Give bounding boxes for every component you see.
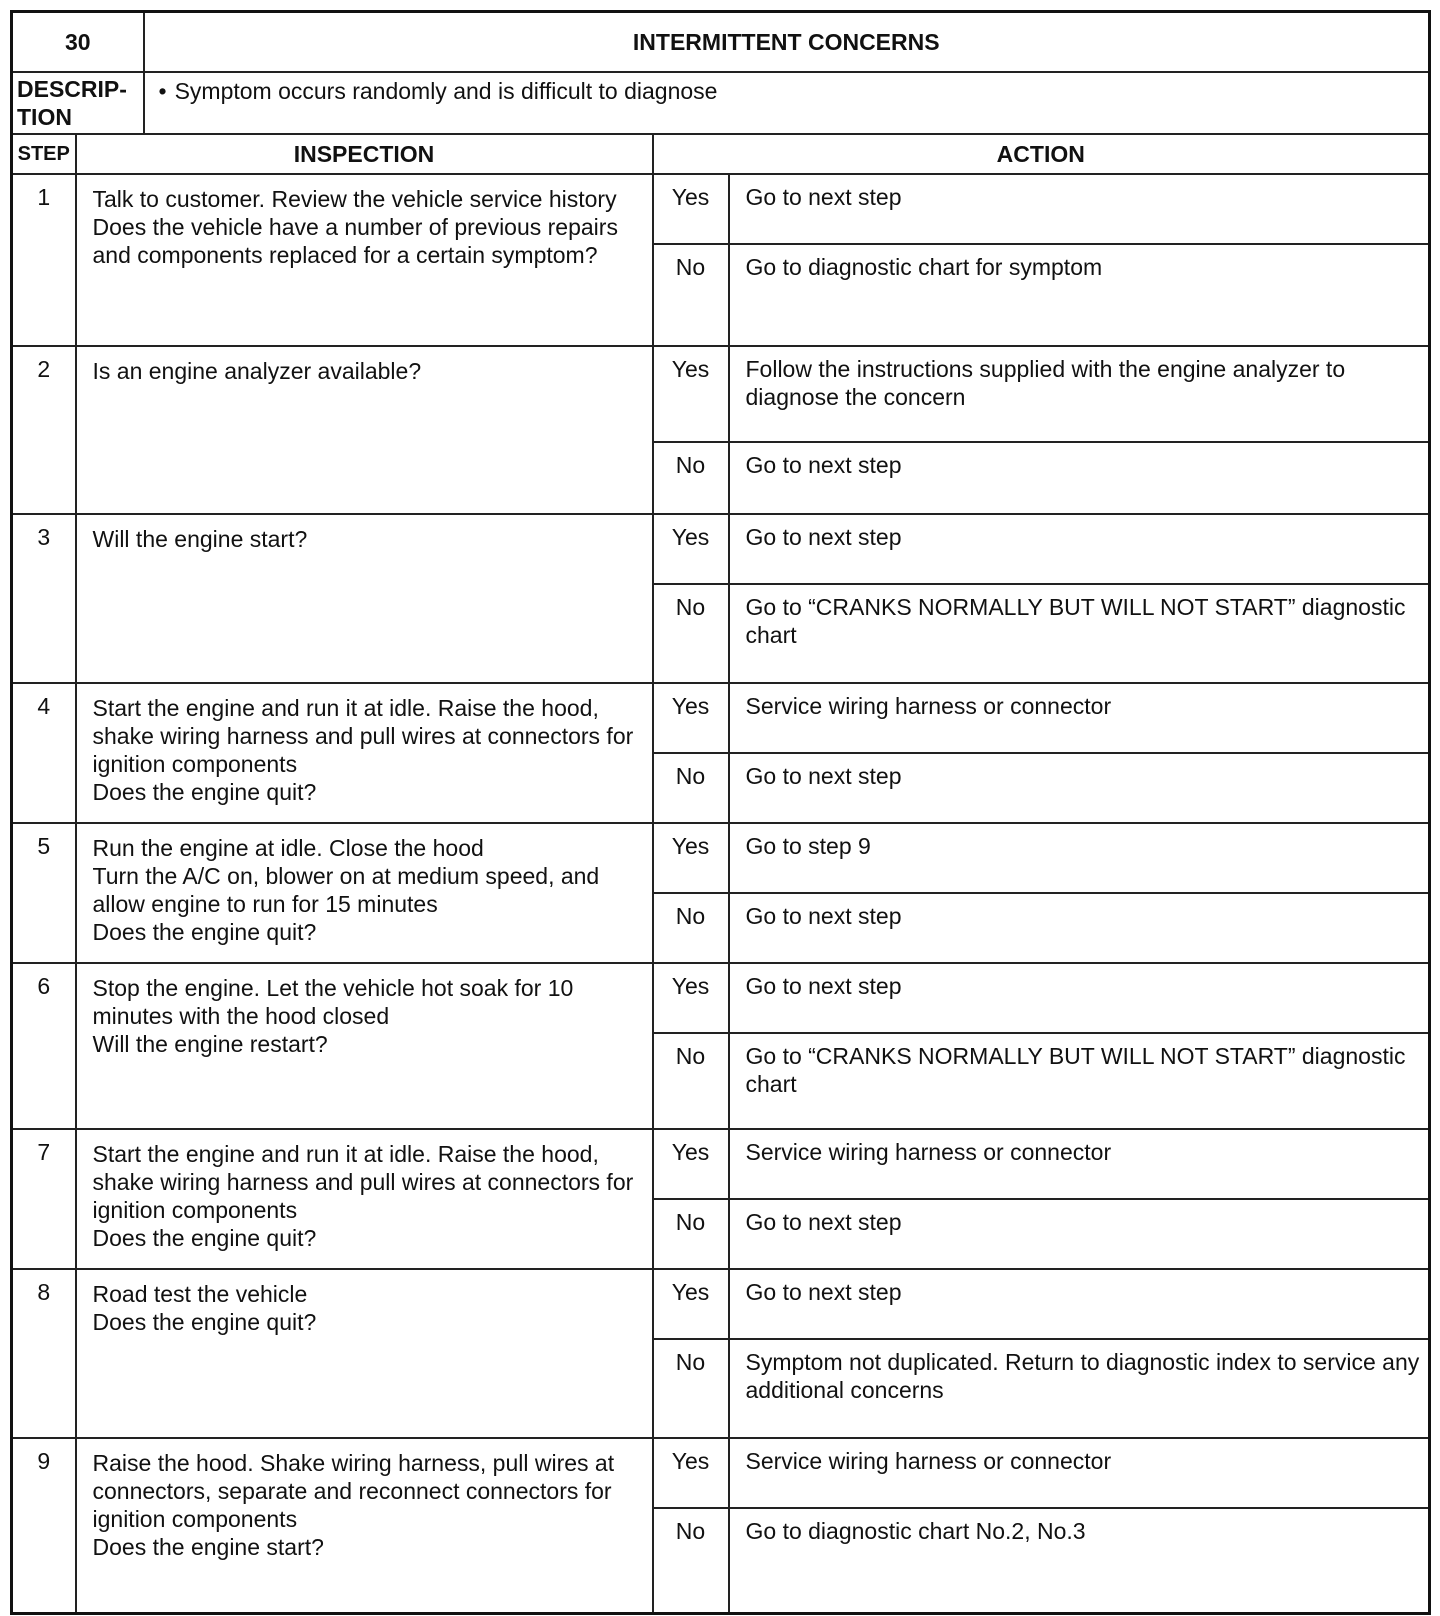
column-header-row bbox=[12, 134, 1430, 174]
description-cell bbox=[144, 72, 1430, 134]
no-action: Symptom not duplicated. Return to diagnostic index to service any additional concerns bbox=[729, 1339, 1430, 1438]
step-row bbox=[12, 1129, 1430, 1199]
yes-label: Yes bbox=[653, 346, 729, 442]
inspection-cell bbox=[76, 963, 653, 1129]
inspection-line: Turn the A/C on, blower on at medium speed, and allow engine to run for 15 minutes bbox=[92, 862, 600, 917]
step-number: 5 bbox=[12, 823, 76, 963]
yes-label: Yes bbox=[653, 514, 729, 584]
yes-label: Yes bbox=[653, 1438, 729, 1508]
step-row bbox=[12, 683, 1430, 753]
no-action: Go to “CRANKS NORMALLY BUT WILL NOT START” diagnostic chart bbox=[729, 584, 1430, 683]
no-action: Go to diagnostic chart for symptom bbox=[729, 244, 1430, 346]
no-label: No bbox=[653, 442, 729, 514]
step-number: 9 bbox=[12, 1438, 76, 1614]
description-row bbox=[12, 72, 1430, 134]
yes-label: Yes bbox=[653, 823, 729, 893]
no-action: Go to next step bbox=[729, 442, 1430, 514]
yes-label: Yes bbox=[653, 963, 729, 1033]
no-label: No bbox=[653, 893, 729, 963]
inspection-line: Road test the vehicle bbox=[92, 1280, 308, 1307]
inspection-line: Does the vehicle have a number of previous repairs and components replaced for a certain symptom? bbox=[92, 213, 618, 268]
step-row bbox=[12, 963, 1430, 1033]
inspection-line: Will the engine restart? bbox=[92, 1030, 328, 1057]
no-label: No bbox=[653, 1199, 729, 1269]
inspection-cell bbox=[76, 1438, 653, 1614]
chart-header-row bbox=[12, 12, 1430, 72]
yes-action: Go to step 9 bbox=[729, 823, 1430, 893]
no-action: Go to diagnostic chart No.2, No.3 bbox=[729, 1508, 1430, 1614]
no-label: No bbox=[653, 753, 729, 823]
yes-label: Yes bbox=[653, 683, 729, 753]
step-number: 1 bbox=[12, 174, 76, 346]
step-number: 8 bbox=[12, 1269, 76, 1438]
yes-action: Service wiring harness or connector bbox=[729, 1438, 1430, 1508]
yes-action: Go to next step bbox=[729, 963, 1430, 1033]
no-action: Go to next step bbox=[729, 893, 1430, 963]
step-number: 6 bbox=[12, 963, 76, 1129]
inspection-cell bbox=[76, 823, 653, 963]
step-row bbox=[12, 346, 1430, 442]
step-row bbox=[12, 1269, 1430, 1339]
inspection-line: Does the engine quit? bbox=[92, 778, 317, 805]
yes-label: Yes bbox=[653, 1269, 729, 1339]
description-label: DESCRIP-TION bbox=[12, 72, 144, 134]
no-label: No bbox=[653, 584, 729, 683]
no-label: No bbox=[653, 1033, 729, 1129]
inspection-line: Start the engine and run it at idle. Raise the hood, shake wiring harness and pull wires at connectors for ignition components bbox=[92, 694, 634, 777]
yes-action: Service wiring harness or connector bbox=[729, 683, 1430, 753]
inspection-cell bbox=[76, 683, 653, 823]
inspection-line: Stop the engine. Let the vehicle hot soak for 10 minutes with the hood closed bbox=[92, 974, 574, 1029]
inspection-line: Raise the hood. Shake wiring harness, pull wires at connectors, separate and reconnect connectors for ignition components bbox=[92, 1449, 615, 1532]
yes-action: Follow the instructions supplied with the engine analyzer to diagnose the concern bbox=[729, 346, 1430, 442]
no-label: No bbox=[653, 1508, 729, 1614]
yes-label: Yes bbox=[653, 174, 729, 244]
step-column-header: STEP bbox=[12, 134, 76, 174]
description-text: Symptom occurs randomly and is difficult to diagnose bbox=[174, 77, 718, 104]
yes-action: Go to next step bbox=[729, 514, 1430, 584]
yes-action: Service wiring harness or connector bbox=[729, 1129, 1430, 1199]
no-label: No bbox=[653, 1339, 729, 1438]
inspection-line: Does the engine quit? bbox=[92, 1308, 317, 1335]
inspection-cell bbox=[76, 346, 653, 514]
inspection-line: Start the engine and run it at idle. Raise the hood, shake wiring harness and pull wires at connectors for ignition components bbox=[92, 1140, 634, 1223]
yes-action: Go to next step bbox=[729, 1269, 1430, 1339]
inspection-line: Is an engine analyzer available? bbox=[92, 357, 422, 384]
inspection-cell bbox=[76, 174, 653, 346]
chart-title: INTERMITTENT CONCERNS bbox=[144, 12, 1430, 72]
inspection-line: Does the engine quit? bbox=[92, 918, 317, 945]
inspection-line: Run the engine at idle. Close the hood bbox=[92, 834, 484, 861]
inspection-line: Does the engine quit? bbox=[92, 1224, 317, 1251]
no-label: No bbox=[653, 244, 729, 346]
step-row bbox=[12, 514, 1430, 584]
bullet-icon: • bbox=[158, 77, 167, 104]
step-row bbox=[12, 174, 1430, 244]
yes-action: Go to next step bbox=[729, 174, 1430, 244]
inspection-line: Does the engine start? bbox=[92, 1533, 324, 1560]
inspection-line: Will the engine start? bbox=[92, 525, 308, 552]
step-number: 3 bbox=[12, 514, 76, 683]
step-number: 4 bbox=[12, 683, 76, 823]
step-row bbox=[12, 1438, 1430, 1508]
step-row bbox=[12, 823, 1430, 893]
inspection-cell bbox=[76, 514, 653, 683]
action-column-header: ACTION bbox=[653, 134, 1430, 174]
no-action: Go to next step bbox=[729, 753, 1430, 823]
step-number: 2 bbox=[12, 346, 76, 514]
no-action: Go to “CRANKS NORMALLY BUT WILL NOT START” diagnostic chart bbox=[729, 1033, 1430, 1129]
diagnostic-chart bbox=[10, 10, 1431, 1615]
inspection-cell bbox=[76, 1269, 653, 1438]
inspection-column-header: INSPECTION bbox=[76, 134, 653, 174]
yes-label: Yes bbox=[653, 1129, 729, 1199]
step-number: 7 bbox=[12, 1129, 76, 1269]
section-number: 30 bbox=[12, 12, 144, 72]
no-action: Go to next step bbox=[729, 1199, 1430, 1269]
inspection-line: Talk to customer. Review the vehicle service history bbox=[92, 185, 617, 212]
inspection-cell bbox=[76, 1129, 653, 1269]
